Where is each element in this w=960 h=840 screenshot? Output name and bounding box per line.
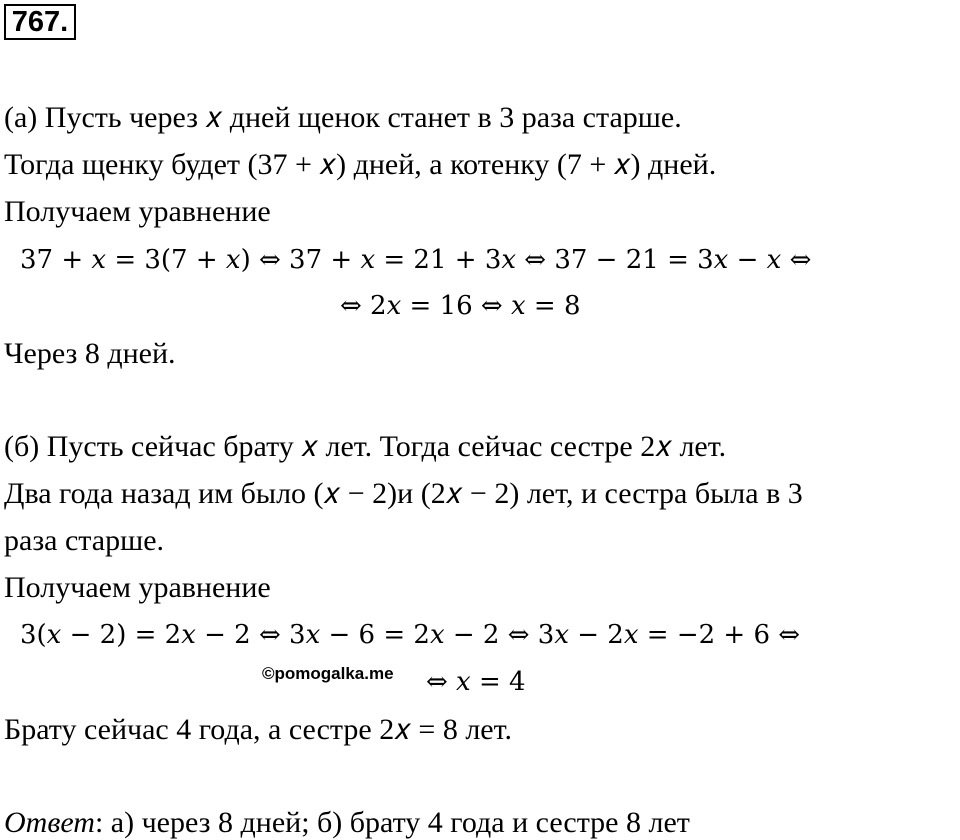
part-a-equation-1: 37 + 𝑥 = 3(7 + 𝑥) ⇔ 37 + 𝑥 = 21 + 3𝑥 ⇔ 37 − 21 = 3𝑥 − 𝑥 ⇔ <box>20 245 812 275</box>
answer-text: : а) через 8 дней; б) брату 4 года и сестре 8 лет <box>94 806 690 839</box>
part-b-equation-2: ⇔ 𝑥 = 4 <box>426 667 526 697</box>
part-b-line-4: Получаем уравнение <box>4 571 271 604</box>
part-a-line-1: (а) Пусть через 𝑥 дней щенок станет в 3 раза старше. <box>4 101 682 134</box>
part-a-line-2: Тогда щенку будет (37 + 𝑥) дней, а котенку (7 + 𝑥) дней. <box>4 148 717 181</box>
part-a-line-3: Получаем уравнение <box>4 195 271 228</box>
part-a-result: Через 8 дней. <box>4 337 176 370</box>
part-b-equation-1: 3(𝑥 − 2) = 2𝑥 − 2 ⇔ 3𝑥 − 6 = 2𝑥 − 2 ⇔ 3𝑥 − 2𝑥 = −2 + 6 ⇔ <box>20 620 801 650</box>
part-b-line-2: Два года назад им было (𝑥 − 2)и (2𝑥 − 2) лет, и сестра была в 3 <box>4 477 803 510</box>
watermark: ©pomogalka.me <box>262 664 394 683</box>
part-b-line-3: раза старше. <box>4 524 165 557</box>
answer-label: Ответ <box>4 806 95 839</box>
part-b-line-1: (б) Пусть сейчас брату 𝑥 лет. Тогда сейчас сестре 2𝑥 лет. <box>4 430 727 463</box>
answer-line <box>4 806 690 840</box>
part-a-equation-2: ⇔ 2𝑥 = 16 ⇔ 𝑥 = 8 <box>340 291 581 321</box>
part-b-result: Брату сейчас 4 года, а сестре 2𝑥 = 8 лет. <box>4 713 512 746</box>
problem-number: 767. <box>4 4 76 40</box>
